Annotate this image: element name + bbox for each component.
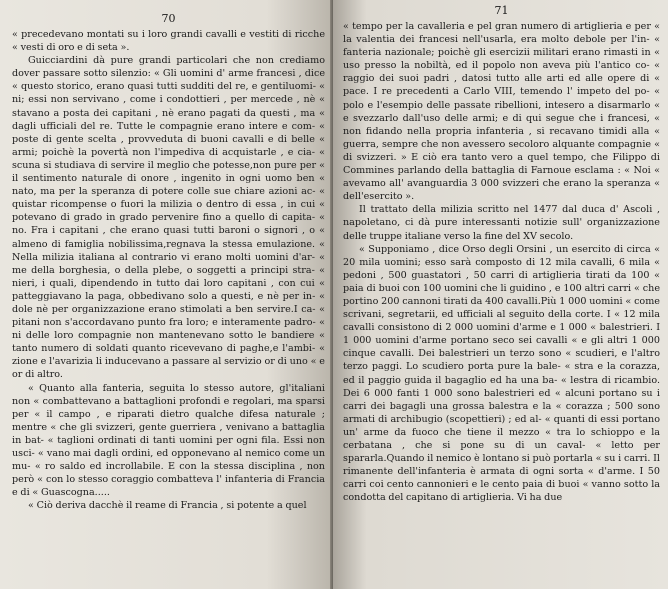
left-page — [0, 0, 333, 589]
paragraph: « precedevano montati su i loro grandi cavalli e vestiti di ricche « vesti di oro e di seta ». — [12, 29, 325, 54]
paragraph: Il trattato della milizia scritto nel 1477 dal duca d' Ascoli , napoletano, ci dà pure interessanti notizie sull' organizzazione delle truppe italiane verso la fine del XV secolo. — [343, 204, 660, 242]
paragraph: « Ciò deriva dacchè il reame di Francia , si potente a quel — [28, 500, 307, 512]
left-page-text — [12, 28, 325, 512]
paragraph: « Quanto alla fanteria, seguita lo stesso autore, gl'italiani non « combattevano a battaglioni profondi e regolari, ma sparsi per « il campo , e riparati dietro qualche difesa naturale ; mentre « che gli svizzeri, gente guerriera , venivano a battaglia in bat- « taglioni ordinati di tanti uomini per ogni fila. Essi non usci- « vano mai dagli ordini, ed opponevano al nemico come un mu- « ro saldo ed incrollabile. E con la stessa disciplina , non però « con lo stesso coraggio combatteva l' infanteria di Francia e di « Guascogna..... — [12, 382, 325, 499]
paragraph: « Supponiamo , dice Orso degli Orsini , un esercito di circa « 20 mila uomini; esso sarà composto di 12 mila cavalli, 6 mila « pedoni , 500 guastatori , 50 carri di artiglieria tirati da 100 « paia di buoi con 100 uomini che li guidino , e 100 altri carri « che portino 200 cannoni tirati da 400 cavalli.Più 1 000 uomini « come scrivani, segretarii, ed ufficiali al seguito della corte. I « 12 mila cavalli consistono di 2 000 uomini d'arme e 1 000 « balestrieri. I 1 000 uomini d'arme portano seco sei cavalli « e gli altri 1 000 cinque cavalli. Dei balestrieri un terzo sono « scudieri, e l'altro terzo paggi. Lo scudiero porta pure la bale- « stra e la corazza, ed il paggio guida il bagaglio ed ha una ba- « lestra di ricambio. Dei 6 000 fanti 1 000 sono balestrieri ed « alcuni portano su i carri dei bagagli una grossa balestra e la « corazza ; 500 sono armati di archibugio (scopettieri) ; ed al- « quanti di essi portano un' arme da fuoco che tiene il mezzo « tra lo schioppo e la cerbatana , che si pone su di un caval- « letto per spararla.Quando il nemico è lontano si può portarla « su i carri. Il rimanente dell'infanteria è armata di ogni sorta « d'arme. I 50 carri coi cento cannonieri e le cento paia di buoi « vanno sotto la condotta del capitano di artiglieria. Vi ha due — [343, 243, 660, 504]
page-number-right: 71 — [494, 4, 509, 17]
paragraph: « tempo per la cavalleria e pel gran numero di artiglieria e per « la valentia dei francesi nell'usarla, era molto debole per l'in- « fanteria nazionale; poichè gli esercizii militari erano rimasti in « uso presso la nobiltà, ed il popolo non aveva più l'antico co- « raggio dei suoi padri , datosi tutto alle arti ed alle opere di « pace. I re precedenti a Carlo VIII, temendo l' impeto del po- « polo e l'esempio delle passate ribellioni, intesero a disarmarlo « e svezzarlo dall'uso delle armi; e di qui segue che i francesi, « non fidando nella propria infanteria , si recavano timidi alla « guerra, sempre che non avessero secoloro alquante compagnie « di svizzeri. » E ciò era tanto vero a quel tempo, che Filippo di Commines parlando della battaglia di Farnoue esclama : « Noi « avevamo all' avanguardia 3 000 svizzeri che erano la speranza « dell'esercito ». — [343, 21, 660, 203]
paragraph: Guicciardini dà pure grandi particolari che non crediamo dover passare sotto silenzio: « Gli uomini d' arme francesi , dice « questo storico, erano quasi tutti sudditi del re, e gentiluomi- « ni; essi non servivano , come i condottieri , per mercede , nè « stavano a posta dei capitani , nè erano pagati da questi , ma « dagli ufficiali del re. Tutte le compagnie erano intere e com- « poste di gente scelta , provveduta di buoni cavalli e di belle « armi; poichè la povertà non l'impediva di acquistarle , e cia- « scuna si studiava di servire il meglio che potesse,non pure per « il sentimento naturale di onore , ingenito in ogni uomo ben « nato, ma per la speranza di potere colle sue chiare azioni ac- « quistar ricompense o fuori la milizia o dentro di essa , in cui « potevano di grado in grado pervenire fino a quello di capita- « no. Fra i capitani , che erano quasi tutti baroni o signori , o « almeno di famiglia nobilissima,regnava la stessa emulazione. « Nella milizia italiana al contrario vi erano molti uomini d'ar- « me della borghesia, o della plebe, o soggetti a principi stra- « nieri, i quali, dipendendo in tutto dai loro capitani , con cui « patteggiavano la paga, obbedivano solo a questi, e nè per in- « dole nè per organizzazione erano stimolati a ben servire.I ca- « pitani non s'accordavano punto fra loro; e interamente padro- « ni delle loro compagnie non mantenevano sotto le bandiere « tanto numero di soldati quanto ricevevano di paghe,e l'ambi- « zione e l'avarizia li inducevano a passare al servizio or di uno « e or di altro. — [12, 55, 325, 381]
right-page — [333, 0, 668, 589]
right-page-text — [343, 20, 660, 504]
page-number-left: 70 — [161, 12, 176, 25]
